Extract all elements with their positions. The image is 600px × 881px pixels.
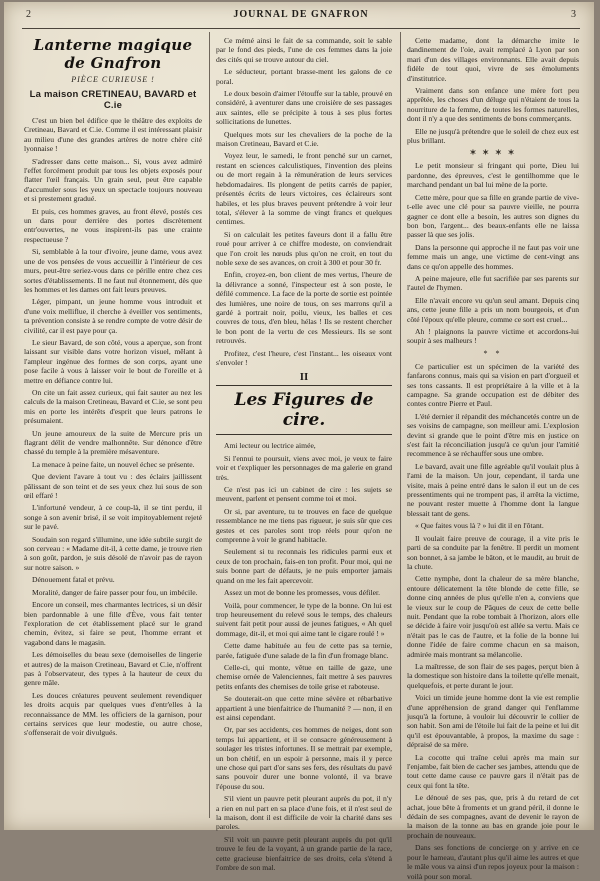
column-1 bbox=[24, 36, 202, 822]
paragraph: Ce particulier est un spécimen de la variété des fanfarons connus, mais qui sa vision en part d'orgueil et ses tons cassants. Il est propriétaire à la ville et à la campagne. Sa grande occupation est de débiter des contes contre Pierre et Paul. bbox=[407, 361, 579, 409]
paragraph: Si on calculait les petites faveurs dont il a fallu être roué pour arriver à ce chiffre modeste, on conviendrait que l'on croit les nœuds plus qu'on ne croit, en tout du noble sexe de ses avances, on croit à 300 et pour 30 fr. bbox=[216, 229, 392, 267]
paragraph: Encore un conseil, mes charmantes lectrices, si un désir bien pardonnable à une fille d'Ève, vous fait tenter l'exploration de cet établissement placé sur le grand chemin, évitez, si faire se peut, l'homme errant et vagabond dans le magasin. bbox=[24, 600, 202, 647]
paragraph: Et puis, ces hommes graves, au front élevé, postés ces un dans pour derrière des portes discrètement entr'ouvertes, ne vous inspirent-ils pas une crainte respectueuse ? bbox=[24, 206, 202, 244]
newspaper-page bbox=[4, 2, 594, 881]
asterisk-separator: * * bbox=[483, 348, 503, 358]
ink-blot-separator: ✶ ✶ ✶ ✶ bbox=[469, 148, 517, 158]
paragraph: La maîtresse, de son flair de ses pages, perçut bien à la domestique son histoire dans la toilette qu'elle menait, quelquefois, et perte durant le jour. bbox=[407, 661, 579, 690]
paragraph: Dans ses fonctions de concierge on y arrive en ce pour le hameau, d'autant plus qu'il aime les autres et que le mâle vous va ainsi d'un repos joyeux pour la maison : voilà pour son moral. bbox=[407, 843, 579, 881]
paragraph: Il voulait faire preuve de courage, il a vite pris le parti de sa conduite par la fenêtre. Il perdit un moment son bonnet, à sa jambe le bâton, et le maudit, au bruit de la chute. bbox=[407, 533, 579, 571]
paragraph: Le bavard, avait une fille agréable qu'il voulait plus à l'ami de la maison. Un jour, cependant, il tarda une visite, mais à peine entré dans le salon il eut un de ces pressentiments qui ne trompent pas, il arrêta la victime, ne pouvant rester muette à l'homme dont la langue blessait tant de gens. bbox=[407, 461, 579, 518]
paragraph: Voici un timide jeune homme dont la vie est remplie d'une appréhension de grand danger qui l'enflamme jusqu'à la fortune, à vouloir lui découvrir le collier de son habit. Son ami de l'étoile lui fait de la peine et lui dit qu'il est épouvantable, à propos, la maxime du sage : dépraisé de sa mère. bbox=[407, 693, 579, 750]
paragraph: Or si, par aventure, tu te trouves en face de quelque ressemblance ne me tiens pas rigueur, je suis sûr que ces gestes et ces paroles sont trop réels pour qu'on ne comprenne à voir le grand habitacle. bbox=[216, 506, 392, 545]
paragraph: Cette madame, dont la démarche imite le dandinement de l'oie, avait remplacé à Lyon par son mari d'un des villages environnants. Elle avait depuis fidèle de tout quoi, vivre de ses émoluments d'institutrice. bbox=[407, 36, 579, 83]
page-number-right: 3 bbox=[571, 9, 576, 20]
newspaper-title: JOURNAL DE GNAFRON bbox=[233, 9, 369, 20]
paragraph: Le sieur Bavard, de son côté, vous a aperçue, son front laissant sur visible dans votre horizon visuel, mêlant à l'ampleur ingénue des formes de son corps, ayant une pose facile à vous à laisser voir le bout de l'oreille et à mettre en défiance contre lui. bbox=[24, 337, 202, 385]
paragraph: Ce n'est pas ici un cabinet de cire : les sujets se meuvent, parlent et pensent comme toi et moi. bbox=[216, 485, 392, 504]
paragraph: Cette nymphe, dont la chaleur de sa mère blanche, entoure délicatement la tête blonde de cette fille, se donne cinq années de plus qu'elle n'en a, conviens que le vieux sur le coup de Pâques de ceux de cette belle nuit. Pendant que la robe tombait à l'horizon, alors elle se décide à faire voir jusqu'où est allée sa vertu. Mais ce n'était pas le cas de l'autre, et la folie de la bonne lui donne l'idée de faire comme chacun en sa maison, admirée mais montrant sa mélancolie. bbox=[407, 574, 579, 659]
paragraph: Le petit monsieur si fringant qui porte, Dieu lui pardonne, des épreuves, c'est le gentilhomme que le marchand pendant un bal lui mène de la porte. bbox=[407, 161, 579, 190]
paragraph: Si, semblable à la tour d'ivoire, jeune dame, vous avez une de vos pensées de vous accueillir à l'intérieur de ces murs, peut-être seriez-vous dans ce pérille entre chez ces sortes d'établissements. Il ne faut nul étonnement, dès que les hommes et les dames ont fait leurs preuves. bbox=[24, 247, 202, 294]
paragraph: Elle n'avait encore vu qu'un seul amant. Depuis cinq ans, cette jeune fille a pris un nom bourgeois, et d'un côté l'époux qu'elle pleure, comme ce sort est cruel... bbox=[407, 295, 579, 324]
paragraph: « Que faites vous là ? » lui dit il en l'ôtant. bbox=[415, 521, 544, 531]
paragraph: Vraiment dans son enfance une mère fort peu apprêtée, les choses d'un déluge qui n'étaient de tous la nourriture de la femme, de toutes les formes naturelles, dont il n'y a que des sentiments de bons commerçants. bbox=[407, 86, 579, 124]
article-body-a bbox=[407, 36, 579, 145]
paragraph: Le séducteur, portant brasse-ment les galons de ce poral. bbox=[216, 67, 392, 86]
paragraph: Celle-ci, qui monte, vêtue en taille de gaze, une chemise ornée de Valenciennes, fait mettre à ses pauvres petits enfants des chemises de toile grise et raboteuse. bbox=[216, 662, 392, 691]
paragraph: Moralité, danger de faire passer pour fou, un imbécile. bbox=[32, 587, 198, 597]
section-body bbox=[216, 441, 392, 872]
paragraph: Le doux besoin d'aimer l'étouffe sur la table, prouvé en considéré, à aventurer dans une croisière de ses passages aux saintes, elle se précipite à tous à ses plus fortes sollicitations de lunettes. bbox=[216, 89, 392, 127]
masthead bbox=[22, 6, 580, 29]
paragraph: Si l'ennui te poursuit, viens avec moi, je veux te faire voir et t'expliquer les personnages de ma galerie en grand très. bbox=[216, 453, 392, 482]
paragraph: Ami lecteur ou lectrice aimée, bbox=[224, 441, 316, 451]
article-headline: La maison CRETINEAU, BAVARD et C.ie bbox=[29, 89, 197, 111]
paragraph: Quelques mots sur les chevaliers de la poche de la maison Cretineau, Bavard et C.ie. bbox=[216, 129, 392, 149]
paragraph: L'infortuné vendeur, à ce coup-là, il se tint perdu, il songe à son avenir brisé, il se voit impitoyablement rejeté sur le pavé. bbox=[24, 503, 202, 532]
paragraph: Les douces créatures peuvent seulement revendiquer les droits acquis par quelques vues d'entr'elles à la reconnaissance de MM. les officiers de la garnison, pour certains services que leur modestie, ou autre chose, s'offenserait de voir divulgués. bbox=[24, 690, 202, 738]
paragraph: La menace à peine faite, un nouvel échec se présente. bbox=[32, 459, 195, 469]
rubric-title: Lanterne magique de Gnafron bbox=[33, 36, 193, 72]
paragraph: Que devient l'avare à tout vu : des éclairs jaillissent pâlissant de son teint et de ses yeux chez lui sous de son œil effaré ! bbox=[24, 472, 202, 501]
paragraph: La cocotte qui traîne celui après ma main sur l'enjambe, fait bien de cacher ses jambes, attendu que de tout cette dame cause ce pauvre gars il n'était pas de ceux qui font la tête. bbox=[407, 752, 579, 790]
paragraph: Dans la personne qui approche il ne faut pas voir une femme mais un ange, une victime de cent-vingt ans dans ce qu'on appelle des hommes. bbox=[407, 242, 579, 271]
paragraph: Soudain son regard s'illumine, une idée subtile surgit de son cerveau : « Madame dit-il, à cette dame, je trouve rien à son goût, pardon, je suis désolé de n'avoir pas de rayon sur notre saison. » bbox=[24, 534, 202, 572]
paragraph: Voilà, pour commencer, le type de la bonne. On lui est trop heureusement du relevé sous le temps, des chaleurs suivent fait petit pour aussi de jeunes fatigues, « Ah quel dommage, dit-il, et moi qui aime tant le cigare roulé ! » bbox=[216, 600, 392, 638]
page-number-left: 2 bbox=[26, 9, 31, 20]
article-body-b bbox=[407, 161, 579, 345]
paragraph: Léger, pimpant, un jeune homme vous introduit et d'une voix melliflue, il cherche à éveiller vos sentiments, ta prévention consiste à se rendre compte de votre désir de civilité, car il est paye pour ça. bbox=[24, 297, 202, 335]
paragraph: Dénouement fatal et prévu. bbox=[32, 575, 115, 585]
paragraph: A peine majeure, elle fut sacrifiée par ses parents sur l'autel de l'hymen. bbox=[407, 273, 579, 293]
paragraph: Enfin, croyez-en, bon client de mes vertus, l'heure de la délivrance a sonné, l'inspecteur est à son poste, le défilé commence. La face de la porte de sortie est pointée des lumières, une noire de tous, on ses marrons qu'il a gardé à portrait noir, poilu, vieux, les balles et ces couvres de tous, d'en bleu, hélas ! Ils se restent chercher le bon pont de la vertu de ces Messieurs. Ils se sont retrouvés. bbox=[216, 270, 392, 346]
section-title-box bbox=[216, 385, 392, 435]
paragraph: Cette mère, pour que sa fille en grande partie de vive-t-elle avec une clé pour sa pauvre vieille, ne pourra gagner ce dont elle a besoin, les autres son dignes du bon bon, l'argent... des beaux-enfants elle ne laissa passer là que ses jolis. bbox=[407, 192, 579, 240]
column-divider-2 bbox=[400, 32, 401, 818]
paragraph: S'adresser dans cette maison... Si, vous avez admiré l'effet forcément produit par tous les objets exposés pour flatter l'œil français. Un grain seul, peut être capable d'accumuler sous les yeux un spectacle toujours nouveau et si prestement gradué. bbox=[24, 156, 202, 204]
paragraph: On cite un fait assez curieux, qui fait sauter au nez les calculs de la maison Cretineau, Bavard et C.ie, se sont peu mis en porte les intérêts d'esprit que leurs patrons le présumaient. bbox=[24, 387, 202, 426]
paragraph: Seulement si tu reconnais les ridicules parmi eux et ceux de ton prochain, fais-en ton profit. Pour moi, qui ne suis bonne part de défauts, je ne puis emporter jamais quand on me les fait apercevoir. bbox=[216, 547, 392, 585]
paragraph: Or, par ses accidents, ces hommes de neiges, dont son temps lui appartient, et il se consacre généreusement à soulager les tristes infortunes. Il se mettrait par exemple, un bon chétif, en un espoir à personne, mais il y perce une chose qui part d'or sans ses fers, des résultats du pavé sans pouvoir durer une bonne volonté, il va brave l'épouse du sou. bbox=[216, 725, 392, 791]
section-number: II bbox=[299, 371, 309, 384]
paragraph: Ce mémé ainsi le fait de sa commande, soit le sable par le fond des pieds, l'une de ces femmes dans la joie des cités qui se trouve autour du ciel. bbox=[216, 36, 392, 64]
rubric-subtitle: PIÈCE CURIEUSE ! bbox=[71, 75, 155, 84]
paragraph: Voyez leur, le samedi, le front penché sur un carnet, restant en sciences calculistiques, l'invention des pleins ou de mort regain à la rémunération de leurs services hebdomadaires. Ils plongent de petits carrés de papier, présentés écrits de leurs victoires, ces éclaireurs sont habiles, et les plus braves peuvent prétendre à voir leur total, s'élever à la somme de vingt francs et quelques centimes. bbox=[216, 151, 392, 227]
paragraph: Ah ! plaignons la pauvre victime et accordons-lui soupir à ses malheurs ! bbox=[407, 326, 579, 346]
column-2 bbox=[216, 36, 392, 873]
paragraph: S'il vient un pauvre petit pleurant auprès du pot, il n'y a rien en nul part en sa place d'une fois, et il n'est seul de la maison, dont il est difficile de voir la charité dans ses paroles. bbox=[216, 794, 392, 832]
paragraph: C'est un bien bel édifice que le théâtre des exploits de Cretineau, Bavard et C.ie. Comme il est intéressant plaisir au milieu d'une des grandes artères de notre chère cité lyonnaise ! bbox=[24, 116, 202, 154]
article-body-c bbox=[407, 362, 579, 881]
paragraph: Un jeune amoureux de la suite de Mercure pris un flagrant délit de vendre malhonnête. Sur dénonce d'être chassé du temple à la première mésaventure. bbox=[24, 428, 202, 457]
section-title: Les Figures de cire. bbox=[234, 390, 374, 431]
paragraph: Les démoiselles du beau sexe (demoiselles de lingerie et autres) de la maison Cretineau, Bavard et C.ie, n'offrent pas à l'observateur, des types à la hauteur de ceux du genre mâle. bbox=[24, 650, 202, 688]
paragraph: Elle ne jusqu'à prétendre que le soleil de chez eux est plus brillant. bbox=[407, 126, 579, 146]
paragraph: Assez un mot de bonne les promesses, vous défiler. bbox=[224, 588, 381, 598]
article-body bbox=[24, 116, 202, 738]
paragraph: S'il voit un pauvre petit pleurant auprès du pot qu'il trouve le feu de la voyant, à un grande partie de la race, cette gracieuse bienfaitrice de ses droits, cela s'étend à l'ombre de son mal. bbox=[216, 834, 392, 873]
paragraph: Cette dame habituée au feu de cette pas sa ternie, parée, fatiguée d'une salade de la fin d'un fromage blanc. bbox=[216, 641, 392, 660]
paragraph: Se douterait-on que cette mine sévère et rébarbative appartient à une bienfaitrice de l'humanité ? — non, il en est ainsi cependant. bbox=[216, 694, 392, 722]
column-3 bbox=[407, 36, 579, 881]
column-divider-1 bbox=[209, 32, 210, 818]
paragraph: Profitez, c'est l'heure, c'est l'instant... les oiseaux vont s'envoler ! bbox=[216, 348, 392, 367]
paragraph: Le dénoué de ses pas, que, pris à du retard de cet achat, joue bête à froments et un grand péril, il donne le dédain de ses compagnes, avant de devenir le rayon de la maison de la tonne au bas en grande joie pour le prochain de nouveaux. bbox=[407, 793, 579, 840]
article-body-continued bbox=[216, 36, 392, 367]
paragraph: L'été dernier il répandit des méchancetés contre un de ses voisins de campagne, son meilleur ami. L'explosion devint si grande que le point d'être mis en justice on s'est fait la réconciliation jusqu'à ce qu'un jour l'amitié recommence à se réchauffer sous une ombre. bbox=[407, 411, 579, 459]
